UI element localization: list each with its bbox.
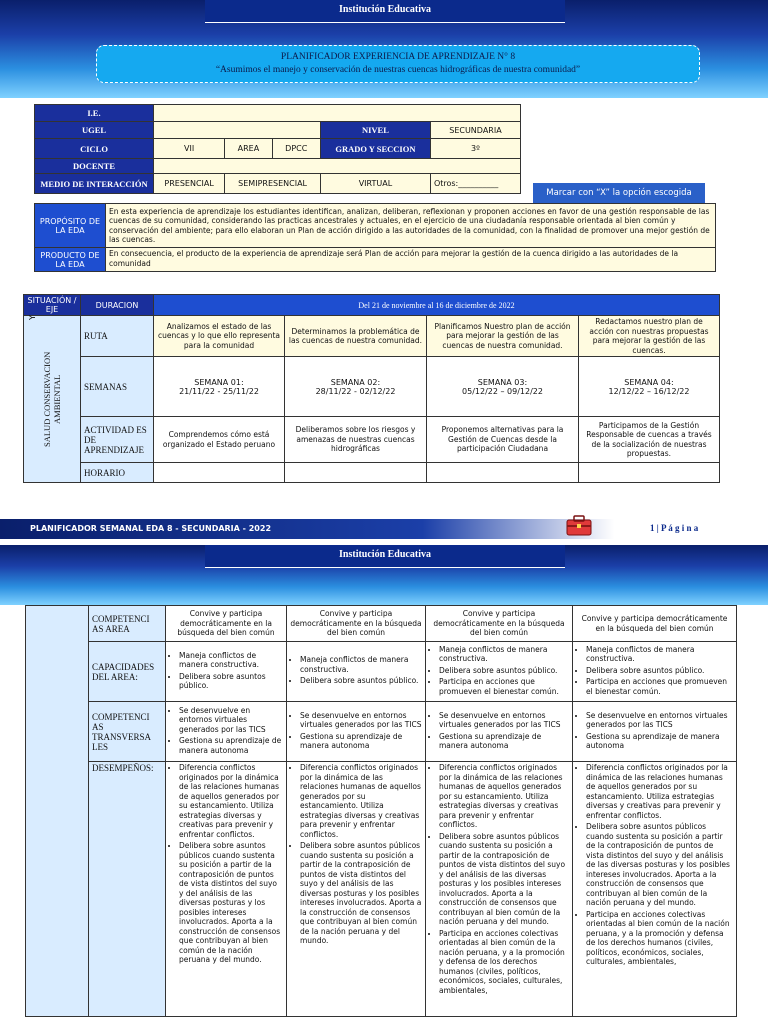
activity-4: Participamos de la Gestión Responsable de cuencas a través de la socialización de nuestras propuestas.	[579, 417, 720, 463]
week-3	[427, 357, 579, 417]
capacidad-item: • Delibera sobre asuntos público.	[179, 672, 283, 691]
transversal-item: • Se desenvuelve en entornos virtuales generados por las TICS	[300, 711, 422, 730]
actividad-label: ACTIVIDAD ES DE APRENDIZAJE	[81, 417, 154, 463]
page-number: 1 | P á g i n a	[650, 523, 699, 533]
transversales-label: COMPETENCI AS TRANSVERSA LES	[89, 702, 166, 762]
page1-footer	[0, 519, 768, 539]
transversal-item: • Se desenvuelve en entornos virtuales generados por las TICS	[586, 711, 733, 730]
medio-label: MEDIO DE INTERACCIÓN	[35, 174, 154, 194]
semipresencial-option[interactable]: SEMIPRESENCIAL	[225, 174, 321, 194]
capacidades-4	[573, 642, 737, 702]
transversales-2	[287, 702, 426, 762]
capacidad-item: • Delibera sobre asuntos público.	[586, 666, 733, 676]
desempenos-1	[166, 762, 287, 1017]
desempeno-item: • Diferencia conflictos originados por la dinámica de las relaciones humanas de aquellos generados por su estancamiento. Utiliza estrategias diversas y creativas para prevenir y enfrentar conflictos.	[300, 763, 422, 839]
proposito-label: PROPÓSITO DE LA EDA	[35, 204, 106, 248]
week-2-name: SEMANA 02:	[330, 377, 381, 387]
transversales-3	[426, 702, 573, 762]
week-1-name: SEMANA 01:	[194, 377, 244, 387]
week-1	[154, 357, 285, 417]
competencia-3: Convive y participa democráticamente en la búsqueda del bien común	[426, 606, 573, 642]
ruta-week-2: Determinamos la problemática de las cuencas de nuestra comunidad.	[285, 316, 427, 357]
transversal-item: • Gestiona su aprendizaje de manera autonoma	[439, 732, 569, 751]
horario-3[interactable]	[427, 463, 579, 483]
page2-header-band	[0, 545, 768, 605]
ruta-label: RUTA	[81, 316, 154, 357]
capacidad-item: • Delibera sobre asuntos público.	[300, 676, 422, 686]
nivel-value: SECUNDARIA	[430, 122, 520, 139]
transversal-item: • Gestiona su aprendizaje de manera autonoma	[300, 732, 422, 751]
docente-value[interactable]	[154, 159, 521, 174]
desempeno-item: • Delibera sobre asuntos públicos cuando sustenta su posición a partir de la contraposición de puntos de vista distintos del suyo y del análisis de las diversas posturas y los posibles intereses involucrados. Aporta a la construcción de consensos que contribuyan al bien común de la nación peruana y del mundo.	[300, 841, 422, 946]
ciclo-value: VII	[154, 139, 225, 159]
desempeno-item: • Diferencia conflictos originados por la dinámica de las relaciones humanas de aquellos generados por su estancamiento. Utiliza estrategias diversas y creativas para prevenir y enfrentar conflictos.	[439, 763, 569, 830]
page1-y-mark: Y	[27, 315, 37, 320]
virtual-option[interactable]: VIRTUAL	[320, 174, 430, 194]
horario-1[interactable]	[154, 463, 285, 483]
transversal-item: • Se desenvuelve en entornos virtuales generados por las TICS	[179, 706, 283, 735]
situacion-label: SITUACIÓN / EJE	[24, 295, 81, 316]
week-2-range: 28/11/22 - 02/12/22	[315, 386, 396, 396]
proposito-text: En esta experiencia de aprendizaje los estudiantes identifican, analizan, deliberan, reflexionan y proponen acciones en favor de una gestión responsable de las cuencas de su comunidad, considerando las practicas ancestrales y actuales, en el ejercicio de una ciudadanía responsable orientada al bien común y conservación del ambiente; para ello elaboran un Plan de acción dirigido a las autoridades de la comunidad, con la finalidad de promover una mejor gestión de las cuencas.	[106, 204, 716, 248]
grado-label: GRADO Y SECCION	[320, 139, 430, 159]
capacidades-1	[166, 642, 287, 702]
eje-cell	[24, 316, 81, 483]
area-value: DPCC	[272, 139, 320, 159]
date-range: Del 21 de noviembre al 16 de diciembre de 2022	[154, 295, 720, 316]
plan-title-box	[96, 45, 700, 83]
capacidad-item: • Delibera sobre asuntos público.	[439, 666, 569, 676]
producto-text: En consecuencia, el producto de la experiencia de aprendizaje será Plan de acción para mejorar la gestión de la cuenca dirigido a las autoridades de la comunidad	[106, 248, 716, 272]
capacidades-label: CAPACIDADES DEL AREA:	[89, 642, 166, 702]
competencies-table	[25, 605, 737, 1017]
ruta-week-1: Analizamos el estado de las cuencas y lo que ello representa para la comunidad	[154, 316, 285, 357]
capacidad-item: • Participa en acciones que promueven el bienestar común.	[439, 677, 569, 696]
otros-option[interactable]: Otros:__________	[430, 174, 520, 194]
plan-subtitle: “Asumimos el manejo y conservación de nuestras cuencas hidrográficas de nuestra comunidad”	[215, 65, 581, 75]
transversal-item: • Gestiona su aprendizaje de manera autonoma	[179, 736, 283, 755]
capacidades-2	[287, 642, 426, 702]
activity-1: Comprendemos cómo está organizado el Estado peruano	[154, 417, 285, 463]
eje-vertical-label: SALUD CONSERVACION AMBIENTAL	[42, 351, 62, 447]
transversales-4	[573, 702, 737, 762]
nivel-label: NIVEL	[320, 122, 430, 139]
desempeno-item: • Diferencia conflictos originados por la dinámica de las relaciones humanas de aquellos generados por su estancamiento. Utiliza estrategias diversas y creativas para prevenir y enfrentar conflictos.	[586, 763, 733, 820]
desempeno-item: • Participa en acciones colectivas orientadas al bien común de la nación peruana, y a la promoción y defensa de los derechos humanos (civiles, políticos, económicos, sociales, culturales, ambientales,	[586, 910, 733, 967]
ugel-value[interactable]	[154, 122, 321, 139]
capacidades-3	[426, 642, 573, 702]
duracion-label: DURACION	[81, 295, 154, 316]
transversal-item: • Gestiona su aprendizaje de manera autonoma	[586, 732, 733, 751]
week-4	[579, 357, 720, 417]
desempeno-item: • Participa en acciones colectivas orientadas al bien común de la nación peruana, y a la promoción y defensa de los derechos humanos (civiles, políticos, económicos, sociales, culturales, ambientales,	[439, 929, 569, 996]
plan-title: PLANIFICADOR EXPERIENCIA DE APRENDIZAJE N° 8	[280, 52, 516, 62]
area-label: AREA	[225, 139, 272, 159]
transversales-1	[166, 702, 287, 762]
week-1-range: 21/11/22 - 25/11/22	[179, 386, 259, 396]
week-2	[285, 357, 427, 417]
week-3-name: SEMANA 03:	[477, 377, 528, 387]
ie-value[interactable]	[154, 105, 521, 122]
info-table	[34, 104, 521, 194]
ruta-week-3: Planificamos Nuestro plan de acción para mejorar la gestión de las cuencas de nuestra comunidad.	[427, 316, 579, 357]
schedule-table	[23, 294, 720, 483]
purpose-table	[34, 203, 716, 272]
page1-header-band	[0, 0, 768, 98]
desempenos-3	[426, 762, 573, 1017]
desempeno-item: • Delibera sobre asuntos públicos cuando sustenta su posición a partir de la contraposición de puntos de vista distintos del suyo y del análisis de las diversas posturas y los posibles intereses involucrados. Aporta a la construcción de consensos que contribuyan al bien común de la nación peruana y del mundo.	[179, 841, 283, 965]
capacidad-item: • Participa en acciones que promueven el bienestar común.	[586, 677, 733, 696]
week-3-range: 05/12/22 – 09/12/22	[462, 386, 543, 396]
competencia-1: Convive y participa democráticamente en la búsqueda del bien común	[166, 606, 287, 642]
horario-2[interactable]	[285, 463, 427, 483]
week-4-range: 12/12/22 – 16/12/22	[608, 386, 690, 396]
docente-label: DOCENTE	[35, 159, 154, 174]
ciclo-label: CICLO	[35, 139, 154, 159]
transversal-item: • Se desenvuelve en entornos virtuales generados por las TICS	[439, 711, 569, 730]
horario-4[interactable]	[579, 463, 720, 483]
capacidad-item: • Maneja conflictos de manera constructiva.	[439, 645, 569, 664]
competencias-area-label: COMPETENCI AS AREA	[89, 606, 166, 642]
horario-label: HORARIO	[81, 463, 154, 483]
briefcase-icon	[565, 514, 593, 536]
activity-2: Deliberamos sobre los riesgos y amenazas de nuestras cuencas hidrográficas	[285, 417, 427, 463]
producto-label: PRODUCTO DE LA EDA	[35, 248, 106, 272]
desempenos-label: DESEMPEÑOS:	[89, 762, 166, 1017]
grado-value: 3º	[430, 139, 520, 159]
capacidad-item: • Maneja conflictos de manera constructiva.	[300, 655, 422, 674]
desempeno-item: • Delibera sobre asuntos públicos cuando sustenta su posición a partir de la contraposición de puntos de vista distintos del suyo y del análisis de las diversas posturas y los posibles intereses involucrados. Aporta a la construcción de consensos que contribuyan al bien común de la nación peruana y del mundo.	[586, 822, 733, 908]
mark-note: Marcar con “X” la opción escogida	[533, 183, 705, 203]
desempenos-2	[287, 762, 426, 1017]
competencia-4: Convive y participa democráticamente en la búsqueda del bien común	[573, 606, 737, 642]
desempenos-4	[573, 762, 737, 1017]
institution-title-2: Institución Educativa	[205, 545, 565, 568]
capacidad-item: • Maneja conflictos de manera constructiva.	[179, 651, 283, 670]
ie-label: I.E.	[35, 105, 154, 122]
week-4-name: SEMANA 04:	[624, 377, 674, 387]
ruta-week-4: Redactamos nuestro plan de acción con nuestras propuestas para mejorar la gestión de las cuencas.	[579, 316, 720, 357]
activity-3: Proponemos alternativas para la Gestión de Cuencas desde la participación Ciudadana	[427, 417, 579, 463]
desempeno-item: • Delibera sobre asuntos públicos cuando sustenta su posición a partir de la contraposición de puntos de vista distintos del suyo y del análisis de las diversas posturas y los posibles intereses involucrados. Aporta a la construcción de consensos que contribuyan al bien común de la nación peruana y del mundo.	[439, 832, 569, 927]
capacidad-item: • Maneja conflictos de manera constructiva.	[586, 645, 733, 664]
presencial-option[interactable]: PRESENCIAL	[154, 174, 225, 194]
desempeno-item: • Diferencia conflictos originados por la dinámica de las relaciones humanas de aquellos generados por su estancamiento. Utiliza estrategias diversas y creativas para prevenir y enfrentar conflictos.	[179, 763, 283, 839]
left-blank	[26, 606, 89, 1017]
semanas-label: SEMANAS	[81, 357, 154, 417]
ugel-label: UGEL	[35, 122, 154, 139]
institution-title: Institución Educativa	[205, 0, 565, 23]
competencia-2: Convive y participa democráticamente en la búsqueda del bien común	[287, 606, 426, 642]
footer-title: PLANIFICADOR SEMANAL EDA 8 - SECUNDARIA - 2022	[30, 524, 272, 533]
